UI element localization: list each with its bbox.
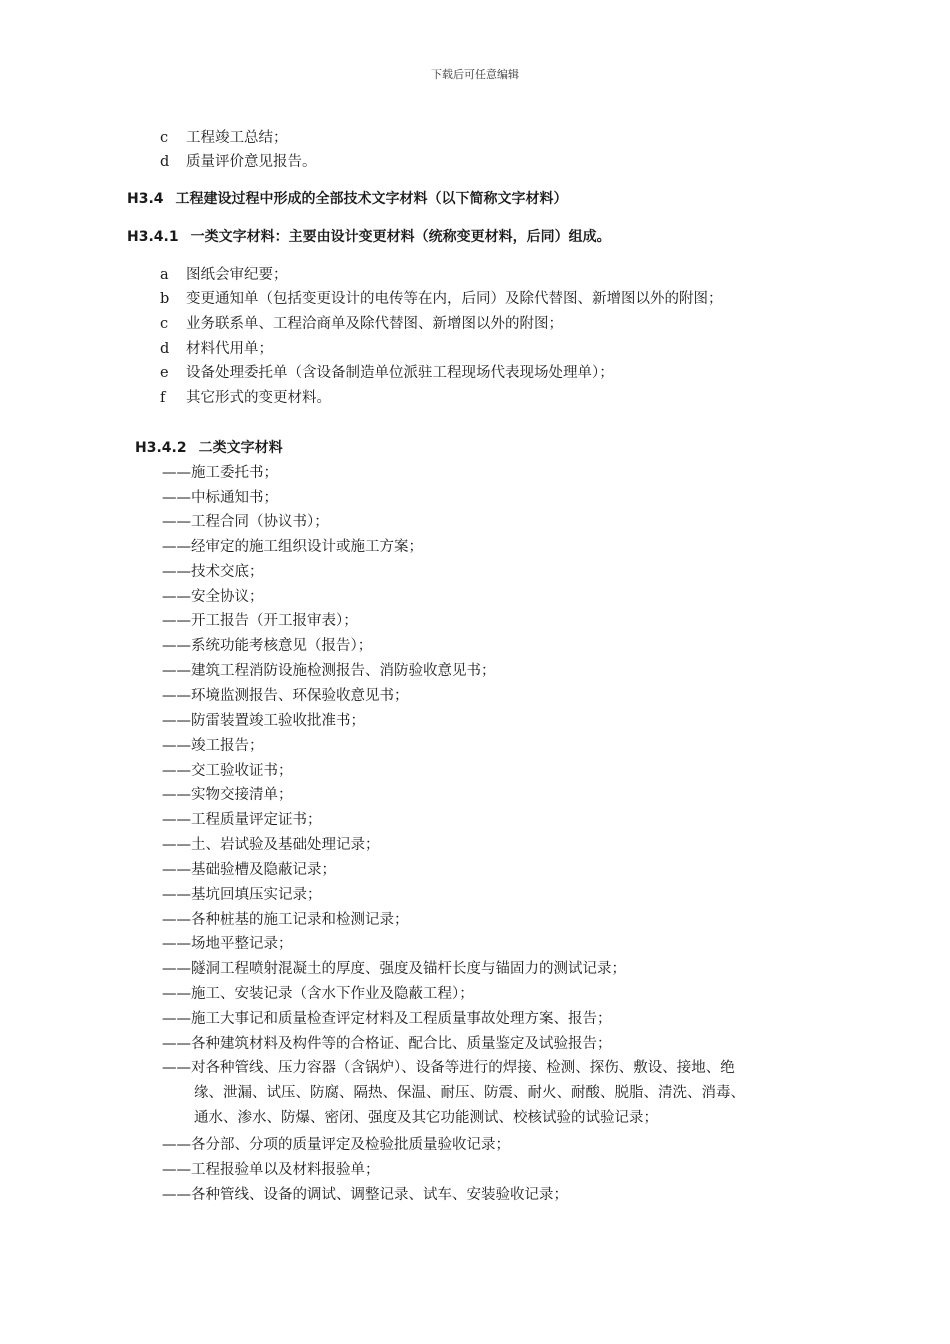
- section-number: H3.4.1: [127, 229, 179, 245]
- item-text: 其它形式的变更材料。: [186, 390, 331, 406]
- dash-list-item: ——开工报告（开工报审表）；: [162, 613, 358, 629]
- dash-list-item: ——技术交底；: [162, 564, 264, 580]
- dash-list-item: ——各分部、分项的质量评定及检验批质量验收记录；: [162, 1137, 510, 1153]
- list-item: [160, 339, 273, 359]
- dash-list-item: ——工程质量评定证书；: [162, 812, 322, 828]
- section-number: H3.4.2: [135, 440, 187, 456]
- section-title: 一类文字材料：主要由设计变更材料（统称变更材料，后同）组成。: [190, 229, 611, 245]
- dash-list-item: ——各种桩基的施工记录和检测记录；: [162, 912, 409, 928]
- wrap-line-3: 通水、渗水、防爆、密闭、强度及其它功能测试、校核试验的试验记录；: [194, 1110, 658, 1126]
- section-title: 工程建设过程中形成的全部技术文字材料（以下简称文字材料）: [175, 191, 568, 207]
- list-item: [160, 152, 317, 172]
- item-label: a: [160, 267, 169, 283]
- list-item: [160, 128, 288, 148]
- item-text: 变更通知单（包括变更设计的电传等在内，后同）及除代替图、新增图以外的附图；: [186, 291, 723, 307]
- dash-list-item: ——防雷装置竣工验收批准书；: [162, 713, 365, 729]
- wrap-line-2: 缘、泄漏、试压、防腐、隔热、保温、耐压、防震、耐火、耐酸、脱脂、清洗、消毒、: [194, 1085, 745, 1101]
- item-text: 设备处理委托单（含设备制造单位派驻工程现场代表现场处理单）；: [186, 365, 614, 381]
- item-label: b: [160, 291, 170, 307]
- dash-list-item: ——基础验槽及隐蔽记录；: [162, 862, 336, 878]
- dash-list-item: ——交工验收证书；: [162, 763, 293, 779]
- dash-list-item: ——施工、安装记录（含水下作业及隐蔽工程）；: [162, 986, 474, 1002]
- dash-list-item: ——安全协议；: [162, 589, 264, 605]
- item-label: c: [160, 130, 169, 146]
- dash-list-item: ——环境监测报告、环保验收意见书；: [162, 688, 409, 704]
- item-label: d: [160, 341, 170, 357]
- dash-list-item: ——土、岩试验及基础处理记录；: [162, 837, 380, 853]
- item-label: f: [160, 390, 166, 406]
- dash-list-item: ——施工大事记和质量检查评定材料及工程质量事故处理方案、报告；: [162, 1011, 612, 1027]
- item-text: 工程竣工总结；: [186, 130, 288, 146]
- dash-list-item: ——隧洞工程喷射混凝土的厚度、强度及锚杆长度与锚固力的测试记录；: [162, 961, 626, 977]
- item-label: c: [160, 316, 169, 332]
- section-heading-h342: [135, 438, 283, 458]
- section-number: H3.4: [127, 191, 164, 207]
- dash-list-item: ——工程报验单以及材料报验单；: [162, 1162, 380, 1178]
- dash-list-item: ——建筑工程消防设施检测报告、消防验收意见书；: [162, 663, 496, 679]
- section-heading-h341: [127, 227, 611, 247]
- list-item: [160, 388, 331, 408]
- wrap-line-1: ——对各种管线、压力容器（含锅炉）、设备等进行的焊接、检测、探伤、敷设、接地、绝: [162, 1060, 735, 1076]
- dash-list-item: ——工程合同（协议书）；: [162, 514, 329, 530]
- dash-list-item: ——各种建筑材料及构件等的合格证、配合比、质量鉴定及试验报告；: [162, 1036, 612, 1052]
- page-header: 下载后可任意编辑: [431, 68, 519, 81]
- item-text: 业务联系单、工程洽商单及除代替图、新增图以外的附图；: [186, 316, 563, 332]
- dash-list-item: ——实物交接清单；: [162, 787, 293, 803]
- item-text: 图纸会审纪要；: [186, 267, 288, 283]
- dash-list-item-multiline: [162, 1056, 842, 1131]
- dash-list-item: ——经审定的施工组织设计或施工方案；: [162, 539, 423, 555]
- list-item: [160, 363, 614, 383]
- dash-list-item: ——中标通知书；: [162, 490, 278, 506]
- item-label: e: [160, 365, 169, 381]
- item-text: 质量评价意见报告。: [186, 154, 317, 170]
- dash-list-item: ——施工委托书；: [162, 465, 278, 481]
- item-text: 材料代用单；: [186, 341, 273, 357]
- list-item: [160, 314, 563, 334]
- item-label: d: [160, 154, 170, 170]
- section-heading-h34: [127, 189, 568, 209]
- list-item: [160, 289, 723, 309]
- dash-list-item: ——场地平整记录；: [162, 936, 293, 952]
- dash-list-item: ——各种管线、设备的调试、调整记录、试车、安装验收记录；: [162, 1187, 568, 1203]
- dash-list-item: ——竣工报告；: [162, 738, 264, 754]
- dash-list-item: ——系统功能考核意见（报告）；: [162, 638, 373, 654]
- section-title: 二类文字材料: [198, 440, 283, 456]
- dash-list-item: ——基坑回填压实记录；: [162, 887, 322, 903]
- list-item: [160, 265, 288, 285]
